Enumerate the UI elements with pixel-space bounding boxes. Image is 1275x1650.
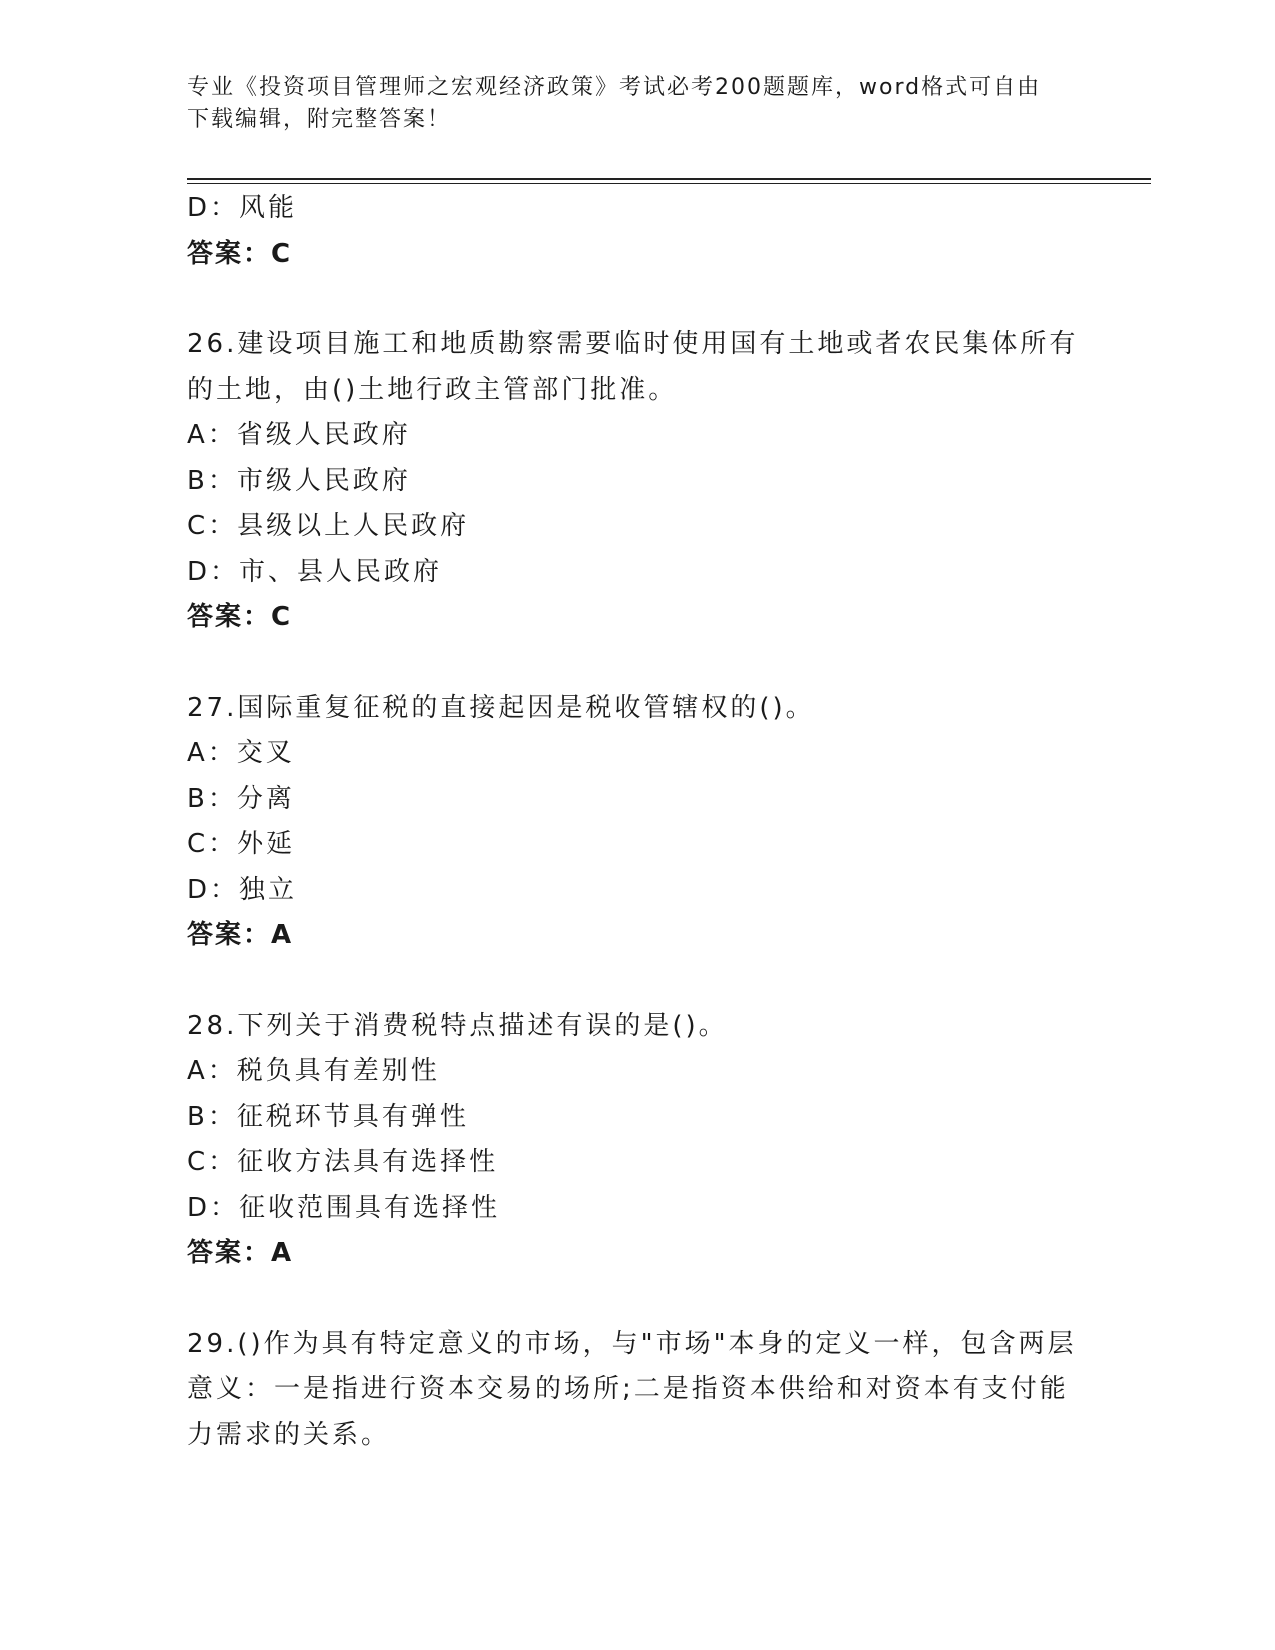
header-line-1: 专业《投资项目管理师之宏观经济政策》考试必考200题题库，word格式可自由 bbox=[187, 75, 1042, 100]
option-b: B：征税环节具有弹性 bbox=[187, 1101, 469, 1132]
question-text: 的土地，由()土地行政主管部门批准。 bbox=[187, 374, 678, 405]
option-d: D：征收范围具有选择性 bbox=[187, 1192, 501, 1223]
question-content bbox=[187, 186, 1087, 1458]
question-text: 27.国际重复征税的直接起因是税收管辖权的()。 bbox=[187, 692, 815, 723]
option-c: C：县级以上人民政府 bbox=[187, 511, 470, 541]
question-27 bbox=[187, 686, 1087, 959]
spacer bbox=[187, 1277, 1087, 1322]
header-rule-thick bbox=[187, 178, 1151, 180]
option-a: A：税负具有差别性 bbox=[187, 1056, 440, 1086]
option-c: C：征收方法具有选择性 bbox=[187, 1147, 499, 1177]
option-c: C：外延 bbox=[187, 829, 296, 859]
option-d: D：风能 bbox=[187, 193, 298, 223]
question-26 bbox=[187, 322, 1087, 641]
answer-line: 答案：A bbox=[187, 1238, 294, 1268]
option-d: D：市、县人民政府 bbox=[187, 556, 443, 587]
question-28 bbox=[187, 1004, 1087, 1277]
option-b: B：分离 bbox=[187, 783, 295, 814]
answer-line: 答案：C bbox=[187, 602, 293, 632]
question-text: 29.()作为具有特定意义的市场，与"市场"本身的定义一样，包含两层 bbox=[187, 1328, 1077, 1359]
header-rule-thin bbox=[187, 183, 1151, 184]
spacer bbox=[187, 277, 1087, 322]
header-line-2: 下载编辑，附完整答案！ bbox=[187, 107, 452, 132]
question-29 bbox=[187, 1322, 1087, 1459]
option-b: B：市级人民政府 bbox=[187, 465, 411, 496]
option-a: A：省级人民政府 bbox=[187, 420, 411, 450]
option-a: A：交叉 bbox=[187, 738, 295, 768]
option-d: D：独立 bbox=[187, 874, 298, 905]
spacer bbox=[187, 641, 1087, 686]
question-text: 意义：一是指进行资本交易的场所;二是指资本供给和对资本有支付能 bbox=[187, 1374, 1069, 1404]
question-text: 26.建设项目施工和地质勘察需要临时使用国有土地或者农民集体所有 bbox=[187, 329, 1079, 359]
answer-line: 答案：A bbox=[187, 920, 294, 950]
spacer bbox=[187, 959, 1087, 1004]
answer-line: 答案：C bbox=[187, 238, 293, 269]
question-25-tail bbox=[187, 186, 1087, 277]
question-text: 28.下列关于消费税特点描述有误的是()。 bbox=[187, 1010, 728, 1041]
page-header bbox=[187, 72, 1087, 136]
question-text: 力需求的关系。 bbox=[187, 1419, 391, 1450]
